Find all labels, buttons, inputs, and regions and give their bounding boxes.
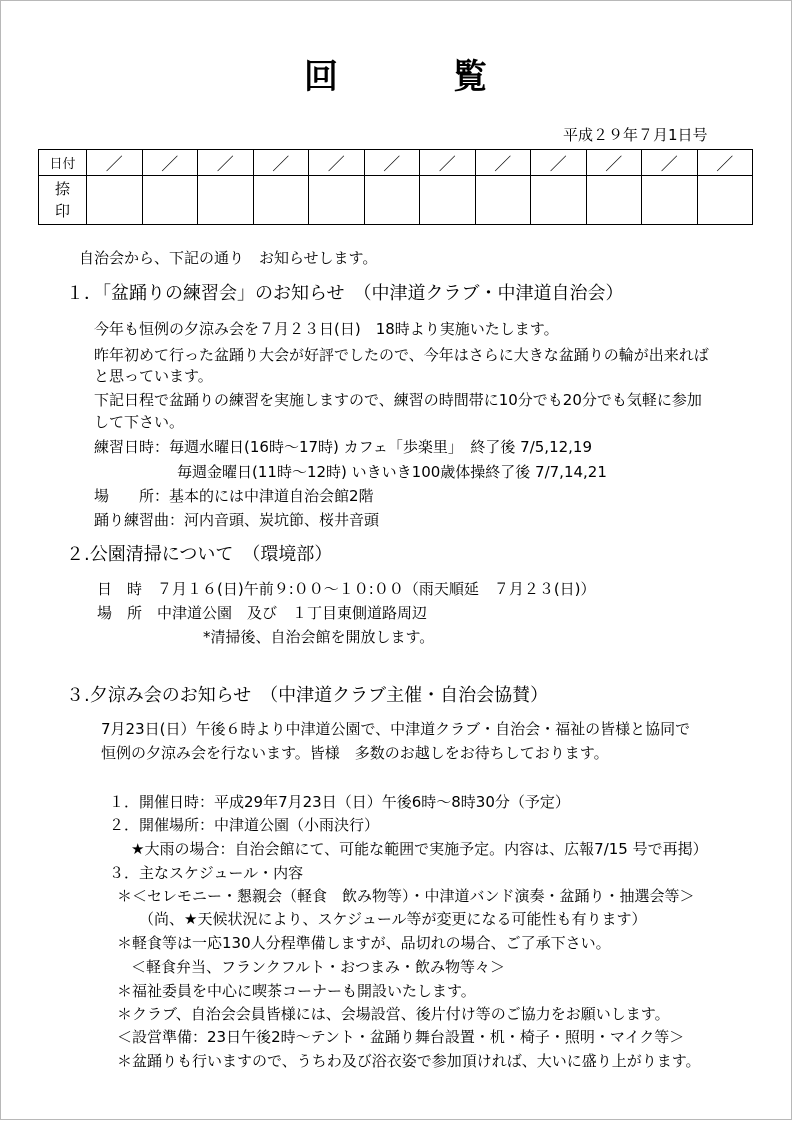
issue-date: 平成２９年７月1日号 [563,126,708,144]
date-cell[interactable] [586,150,642,176]
schedule-item: ＊盆踊りも行いますので、うちわ及び浴衣姿で参加頂ければ、大いに盛り上がります。 [117,1052,701,1070]
rain-plan: ★大雨の場合：自治会館にて、可能な範囲で実施予定。内容は、広報7/15 号で再掲） [131,840,708,858]
section3-line: 7月23日(日）午後６時より中津道公園で、中津道クラブ・自治会・福祉の皆様と協同で [101,720,691,738]
stamp-row [39,176,753,225]
section1-line: と思っています。 [94,367,213,385]
section1-line: 下記日程で盆踊りの練習を実施しますので、練習の時間帯に10分でも20分でも気軽に参加 [94,391,702,409]
date-cell[interactable] [697,150,753,176]
cleanup-datetime: 日 時 ７月１６(日)午前９:００～１０:００（雨天順延 ７月２３(日)） [97,580,596,598]
stamp-cell[interactable] [642,176,698,225]
circulation-table [38,149,753,225]
practice-schedule-wed: 練習日時：毎週水曜日(16時～17時) カフェ「歩楽里」 終了後 7/5,12,19 [94,438,593,456]
stamp-label [39,176,87,225]
date-row [39,150,753,176]
date-label: 日付 [39,150,87,176]
section1-line: 今年も恒例の夕涼み会を７月２３日(日) 18時より実施いたします。 [94,320,559,338]
stamp-cell[interactable] [253,176,309,225]
event-datetime: １．開催日時：平成29年7月23日（日）午後6時～8時30分（予定） [109,793,570,811]
date-cell[interactable] [420,150,476,176]
date-cell[interactable] [142,150,198,176]
section1-line: 昨年初めて行った盆踊り大会が好評でしたので、今年はさらに大きな盆踊りの輪が出来れば [94,346,709,364]
stamp-label-bottom: 印 [54,202,70,220]
schedule-item: ＜軽食弁当、フランクフルト・おつまみ・飲み物等々＞ [131,958,505,976]
schedule-item: ＊＜セレモニー・懇親会（軽食 飲み物等）・中津道バンド演奏・盆踊り・抽選会等＞ [117,887,695,905]
date-cell[interactable] [642,150,698,176]
schedule-item: ＜設営準備：23日午後2時～テント・盆踊り舞台設置・机・椅子・照明・マイク等＞ [117,1028,685,1046]
stamp-cell[interactable] [586,176,642,225]
date-slash: ／ [272,155,290,175]
section1-heading: １．「盆踊りの練習会」のお知らせ （中津道クラブ・中津道自治会） [66,283,624,304]
date-slash: ／ [660,155,678,175]
date-slash: ／ [327,155,345,175]
stamp-label-top: 捺 [54,180,70,198]
intro-text: 自治会から、下記の通り お知らせします。 [79,249,378,267]
date-cell[interactable] [87,150,143,176]
section1-line: して下さい。 [94,413,185,431]
section3-heading: ３.夕涼み会のお知らせ （中津道クラブ主催・自治会協賛） [66,685,549,706]
date-cell[interactable] [364,150,420,176]
stamp-cell[interactable] [198,176,254,225]
stamp-cell[interactable] [531,176,587,225]
stamp-cell[interactable] [142,176,198,225]
section2-heading: ２.公園清掃について （環境部） [66,544,333,565]
title-left: 回 [304,57,338,97]
stamp-cell[interactable] [87,176,143,225]
practice-schedule-fri: 毎週金曜日(11時～12時) いきいき100歳体操終了後 7/7,14,21 [177,463,607,481]
date-cell[interactable] [309,150,365,176]
stamp-cell[interactable] [364,176,420,225]
schedule-heading: ３．主なスケジュール・内容 [109,864,304,882]
date-slash: ／ [161,155,179,175]
schedule-item: （尚、★天候状況により、スケジュール等が変更になる可能性も有ります） [139,910,647,928]
schedule-item: ＊軽食等は一応130人分程準備しますが、品切れの場合、ご了承下さい。 [117,934,611,952]
date-slash: ／ [605,155,623,175]
date-slash: ／ [549,155,567,175]
date-cell[interactable] [531,150,587,176]
date-cell[interactable] [198,150,254,176]
event-location: ２．開催場所：中津道公園（小雨決行） [109,816,380,834]
date-cell[interactable] [475,150,531,176]
stamp-cell[interactable] [697,176,753,225]
stamp-cell[interactable] [309,176,365,225]
date-slash: ／ [438,155,456,175]
stamp-cell[interactable] [420,176,476,225]
date-slash: ／ [716,155,734,175]
section3-line: 恒例の夕涼み会を行ないます。皆様 多数のお越しをお待ちしております。 [101,744,609,762]
title-right: 覧 [453,57,487,97]
cleanup-location: 場 所 中津道公園 及び １丁目東側道路周辺 [97,604,428,622]
date-slash: ／ [216,155,234,175]
schedule-item: ＊福祉委員を中心に喫茶コーナーも開設いたします。 [117,982,476,1000]
schedule-item: ＊クラブ、自治会会員皆様には、会場設営、後片付け等のご協力をお願いします。 [117,1005,670,1023]
date-cell[interactable] [253,150,309,176]
practice-location: 場 所：基本的には中津道自治会館2階 [94,487,374,505]
date-slash: ／ [105,155,123,175]
practice-songs: 踊り練習曲：河内音頭、炭坑節、桜井音頭 [94,511,380,529]
date-slash: ／ [383,155,401,175]
stamp-cell[interactable] [475,176,531,225]
date-slash: ／ [494,155,512,175]
cleanup-note: *清掃後、自治会館を開放します。 [203,628,435,646]
